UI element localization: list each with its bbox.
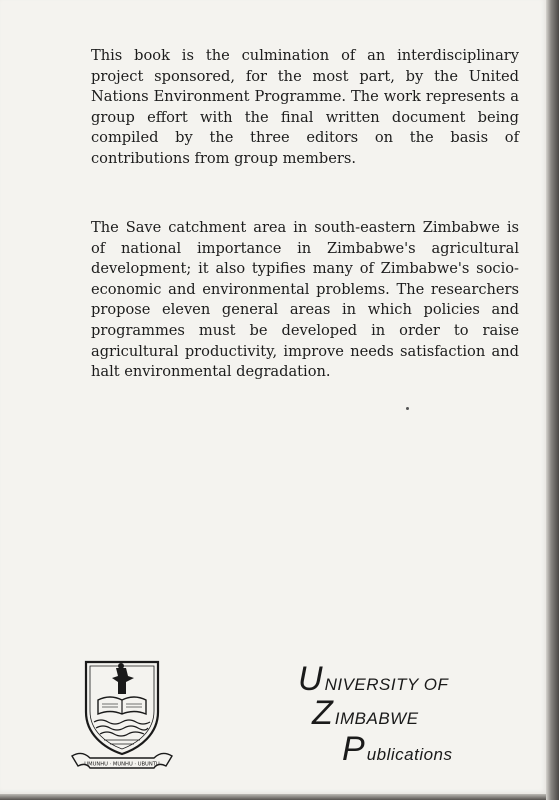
book-spine-edge	[546, 0, 559, 800]
publisher-line-1	[298, 662, 448, 696]
publisher-text-ublications: ublications	[366, 745, 453, 764]
publisher-text-imbabwe: IMBABWE	[334, 709, 419, 728]
publisher-initial-u: U	[298, 660, 323, 698]
publisher-text-university-of: NIVERSITY OF	[324, 675, 449, 694]
publisher-line-3	[342, 732, 453, 766]
crest-motto: UMUNHU · MUNHU · UBUNTU	[84, 761, 160, 768]
publisher-initial-z: Z	[312, 694, 333, 732]
blurb-paragraph-2: The Save catchment area in south-eastern Zimbabwe is of national importance in Zimbabwe's agricultural development; it also typifies many of Zimbabwe's socio-economic and environmental problems. The researchers propose eleven general areas in which policies and programmes must be developed in order to raise agricultural productivity, improve needs satisfaction and halt environmental degradation.	[91, 219, 519, 381]
university-crest-icon	[68, 654, 176, 772]
book-bottom-edge	[0, 794, 546, 800]
publisher-logo	[298, 662, 508, 772]
paper-speck	[406, 407, 409, 410]
publisher-initial-p: P	[342, 730, 365, 768]
publisher-line-2	[312, 696, 419, 730]
blurb-paragraph-1: This book is the culmination of an interdisciplinary project sponsored, for the most part, by the United Nations Environment Programme. The work represents a group effort with the final written document being compiled by the three editors on the basis of contributions from group members.	[91, 47, 519, 167]
